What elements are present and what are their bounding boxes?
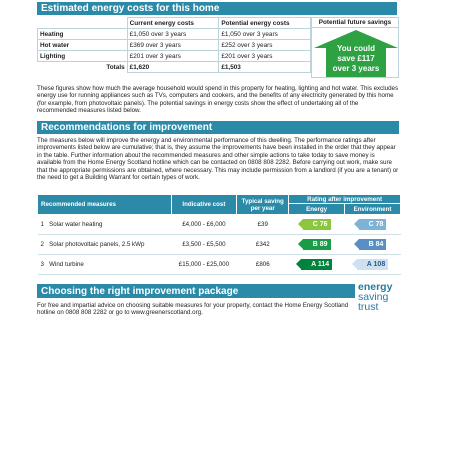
- costs-note: These figures show how much the average household would spend in this property for heating, lighting and hot water. This excludes energy use for running appliances such as TVs, computers and cookers, and the benefits of any electricity generated by this home (for example, from photovoltaic panels). The potential savings in energy costs show the effect of undertaking all of the recommended measures listed below.: [37, 85, 399, 115]
- table-row: [38, 235, 401, 255]
- table-row: [38, 40, 311, 51]
- cost-cell: £15,000 - £25,000: [171, 255, 237, 275]
- table-row: [38, 255, 401, 275]
- potential-cost: £1,050 over 3 years: [219, 29, 311, 40]
- saving-cell: £806: [237, 255, 289, 275]
- environment-rating: [345, 255, 401, 275]
- current-cost: £1,050 over 3 years: [127, 29, 219, 40]
- col-saving: Typical saving per year: [237, 195, 289, 215]
- energy-badge: B 89: [303, 239, 331, 250]
- savings-line-2: save £117: [337, 54, 375, 63]
- measure-cell: [38, 235, 172, 255]
- costs-header-row: [38, 18, 311, 29]
- col-current: Current energy costs: [127, 18, 219, 29]
- savings-header: Potential future savings: [311, 17, 399, 28]
- total-potential: £1,503: [219, 62, 311, 73]
- costs-title-bar: [37, 2, 397, 15]
- logo-line-2: saving: [358, 291, 389, 303]
- environment-badge: A 108: [357, 259, 388, 270]
- row-label: Heating: [38, 29, 128, 40]
- current-cost: £201 over 3 years: [127, 51, 219, 62]
- table-row: [38, 51, 311, 62]
- measure-num: 2: [40, 241, 44, 248]
- energy-saving-trust-logo: [358, 282, 406, 312]
- col-potential: Potential energy costs: [219, 18, 311, 29]
- energy-badge: A 114: [301, 259, 332, 270]
- energy-rating: [289, 255, 345, 275]
- logo-line-3: trust: [358, 301, 379, 313]
- recommendations-table: [37, 194, 401, 275]
- energy-badge: C 76: [303, 219, 331, 230]
- environment-badge: C 78: [359, 219, 387, 230]
- environment-rating: [345, 235, 401, 255]
- row-label: Lighting: [38, 51, 128, 62]
- environment-badge: B 84: [359, 239, 387, 250]
- row-label: Hot water: [38, 40, 128, 51]
- cost-cell: £4,000 - £6,000: [171, 215, 237, 235]
- col-rating: Rating after improvement: [289, 195, 401, 204]
- measure-num: 3: [40, 261, 44, 268]
- potential-cost: £252 over 3 years: [219, 40, 311, 51]
- measure-num: 1: [40, 221, 44, 228]
- savings-box: [311, 28, 399, 78]
- col-environment: Environment: [345, 204, 401, 215]
- savings-line-3: over 3 years: [332, 64, 380, 73]
- energy-rating: [289, 215, 345, 235]
- col-measures: Recommended measures: [38, 195, 172, 215]
- costs-table: [37, 17, 311, 73]
- measure-name: Solar water heating: [49, 221, 103, 228]
- recommendations-title-bar: [37, 121, 399, 134]
- totals-label: Totals: [38, 62, 128, 73]
- potential-cost: £201 over 3 years: [219, 51, 311, 62]
- choosing-title-bar: [37, 284, 355, 298]
- energy-rating: [289, 235, 345, 255]
- col-cost: Indicative cost: [171, 195, 237, 215]
- measure-name: Solar photovoltaic panels, 2.5 kWp: [49, 241, 145, 248]
- logo-line-1: energy: [358, 281, 393, 293]
- table-row: [38, 215, 401, 235]
- saving-cell: £342: [237, 235, 289, 255]
- measure-name: Wind turbine: [49, 261, 84, 268]
- measure-cell: [38, 255, 172, 275]
- recommendations-title: Recommendations for improvement: [41, 122, 213, 133]
- current-cost: £369 over 3 years: [127, 40, 219, 51]
- environment-rating: [345, 215, 401, 235]
- table-row: [38, 29, 311, 40]
- recommendations-intro: The measures below will improve the energy and environmental performance of this dwelling. The performance ratings after improvements listed below are cumulative; that is, they assume the improvements have been installed in the order that they appear in the table. Further information about the recommended measures and other simple actions to take today to save money is available from the Home Energy Scotland hotline which can be contacted on 0808 808 2282. Before carrying out work, make sure that the appropriate permissions are obtained, where necessary. This may include permission from a landlord (if you are a tenant) or the need to get a Building Warrant for certain types of work.: [37, 137, 399, 182]
- col-energy: Energy: [289, 204, 345, 215]
- choosing-title: Choosing the right improvement package: [41, 285, 239, 297]
- total-current: £1,620: [127, 62, 219, 73]
- totals-row: [38, 62, 311, 73]
- saving-cell: £39: [237, 215, 289, 235]
- savings-line-1: You could: [336, 44, 376, 53]
- choosing-text: For free and impartial advice on choosing suitable measures for your property, contact the Home Energy Scotland hotline on 0808 808 2282 or go to www.greenerscotland.org.: [37, 302, 349, 317]
- cost-cell: £3,500 - £5,500: [171, 235, 237, 255]
- measure-cell: [38, 215, 172, 235]
- rec-header-row: [38, 195, 401, 204]
- costs-title: Estimated energy costs for this home: [41, 3, 220, 14]
